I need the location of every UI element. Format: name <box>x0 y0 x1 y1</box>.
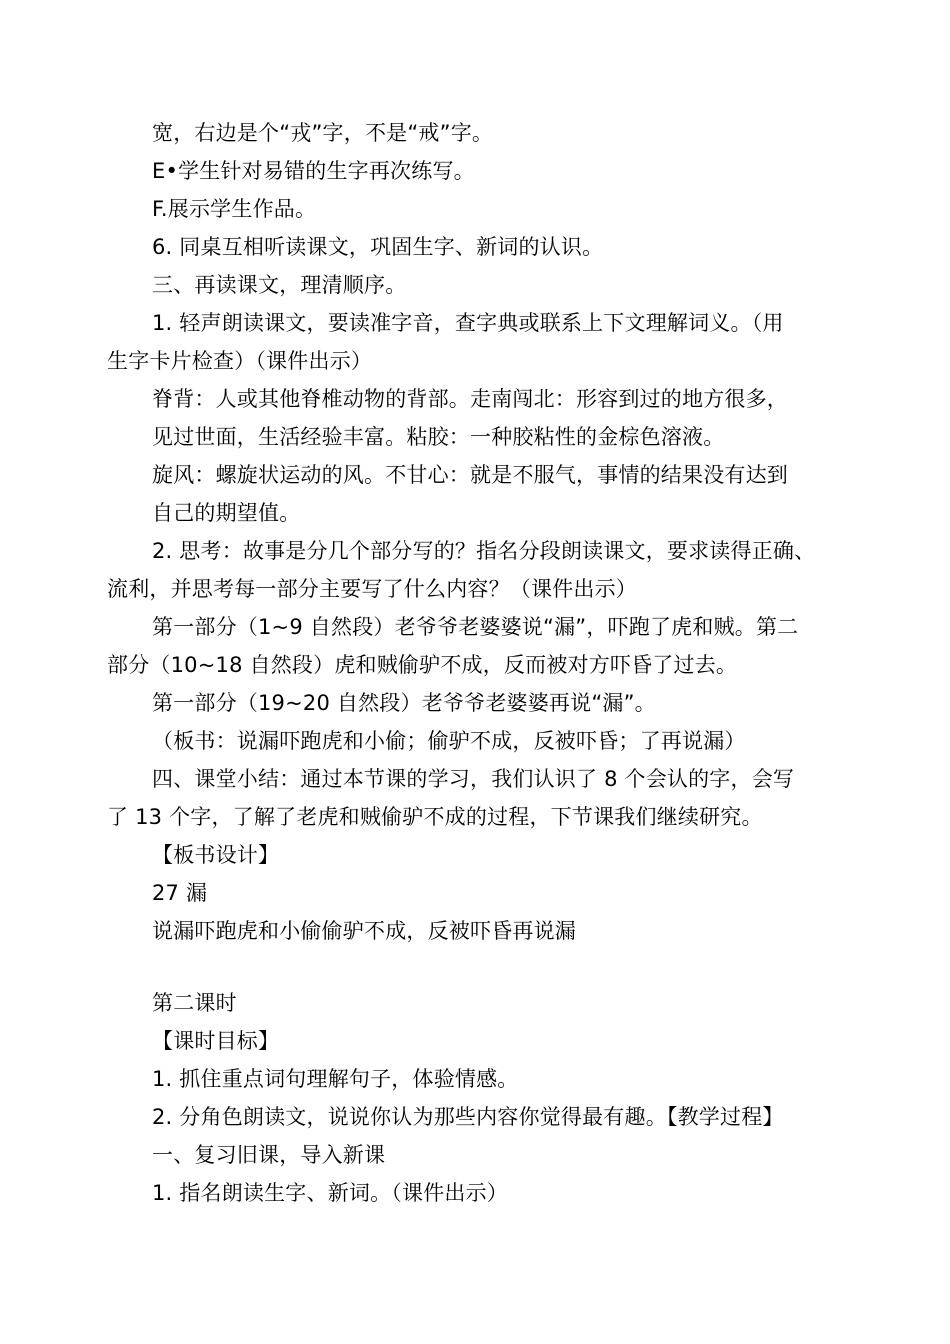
text-line-13: 流利，并思考每一部分主要写了什么内容？（课件出示） <box>107 577 637 601</box>
text-line-12: 2. 思考：故事是分几个部分写的？指名分段朗读课文，要求读得正确、 <box>152 539 816 563</box>
text-line-4: 6. 同桌互相听读课文，巩固生字、新词的认识。 <box>152 235 604 259</box>
text-line-3: F.展示学生作品。 <box>152 197 317 221</box>
text-line-1: 宽，右边是个“戎”字，不是“戒”字。 <box>152 121 494 145</box>
lesson-title: 27 漏 <box>152 881 208 905</box>
text-line-9: 见过世面，生活经验丰富。粘胶：一种胶粘性的金棕色溶液。 <box>152 425 725 449</box>
section-heading-3: 三、再读课文，理清顺序。 <box>152 273 407 297</box>
text-line-15: 部分（10~18 自然段）虎和贼偷驴不成，反而被对方吓昏了过去。 <box>107 653 738 677</box>
text-line-7: 生字卡片检查）（课件出示） <box>107 349 373 373</box>
text-line-11: 自己的期望值。 <box>152 501 301 525</box>
section-heading-4: 四、课堂小结：通过本节课的学习，我们认识了 8 个会认的字，会写 <box>152 767 795 791</box>
text-line-6: 1. 轻声朗读课文，要读准字音，查字典或联系上下文理解词义。（用 <box>152 311 784 335</box>
text-line-14: 第一部分（1~9 自然段）老爷爷老婆婆说“漏”，吓跑了虎和贼。第二 <box>152 615 799 639</box>
board-design-content: 说漏吓跑虎和小偷偷驴不成，反被吓昏再说漏 <box>152 919 576 943</box>
text-line-2: E•学生针对易错的生字再次练写。 <box>152 159 475 183</box>
text-line-26: 2. 分角色朗读文，说说你认为那些内容你觉得最有趣。【教学过程】 <box>152 1105 784 1129</box>
text-line-19: 了 13 个字，了解了老虎和贼偷驴不成的过程，下节课我们继续研究。 <box>107 805 763 829</box>
text-line-17: （板书：说漏吓跑虎和小偷；偷驴不成，反被吓昏；了再说漏） <box>152 729 746 753</box>
lesson-goals-heading: 【课时目标】 <box>152 1029 280 1053</box>
text-line-16: 第一部分（19~20 自然段）老爷爷老婆婆再说“漏”。 <box>152 691 656 715</box>
text-line-10: 旋风：螺旋状运动的风。不甘心：就是不服气，事情的结果没有达到 <box>152 463 788 487</box>
text-line-8: 脊背：人或其他脊椎动物的背部。走南闯北：形容到过的地方很多， <box>152 387 788 411</box>
text-line-25: 1. 抓住重点词句理解句子，体验情感。 <box>152 1067 519 1091</box>
second-lesson-heading: 第二课时 <box>152 991 237 1015</box>
section-heading-review: 一、复习旧课，导入新课 <box>152 1143 386 1167</box>
text-line-28: 1. 指名朗读生字、新词。（课件出示） <box>152 1181 509 1205</box>
board-design-heading: 【板书设计】 <box>152 843 280 867</box>
